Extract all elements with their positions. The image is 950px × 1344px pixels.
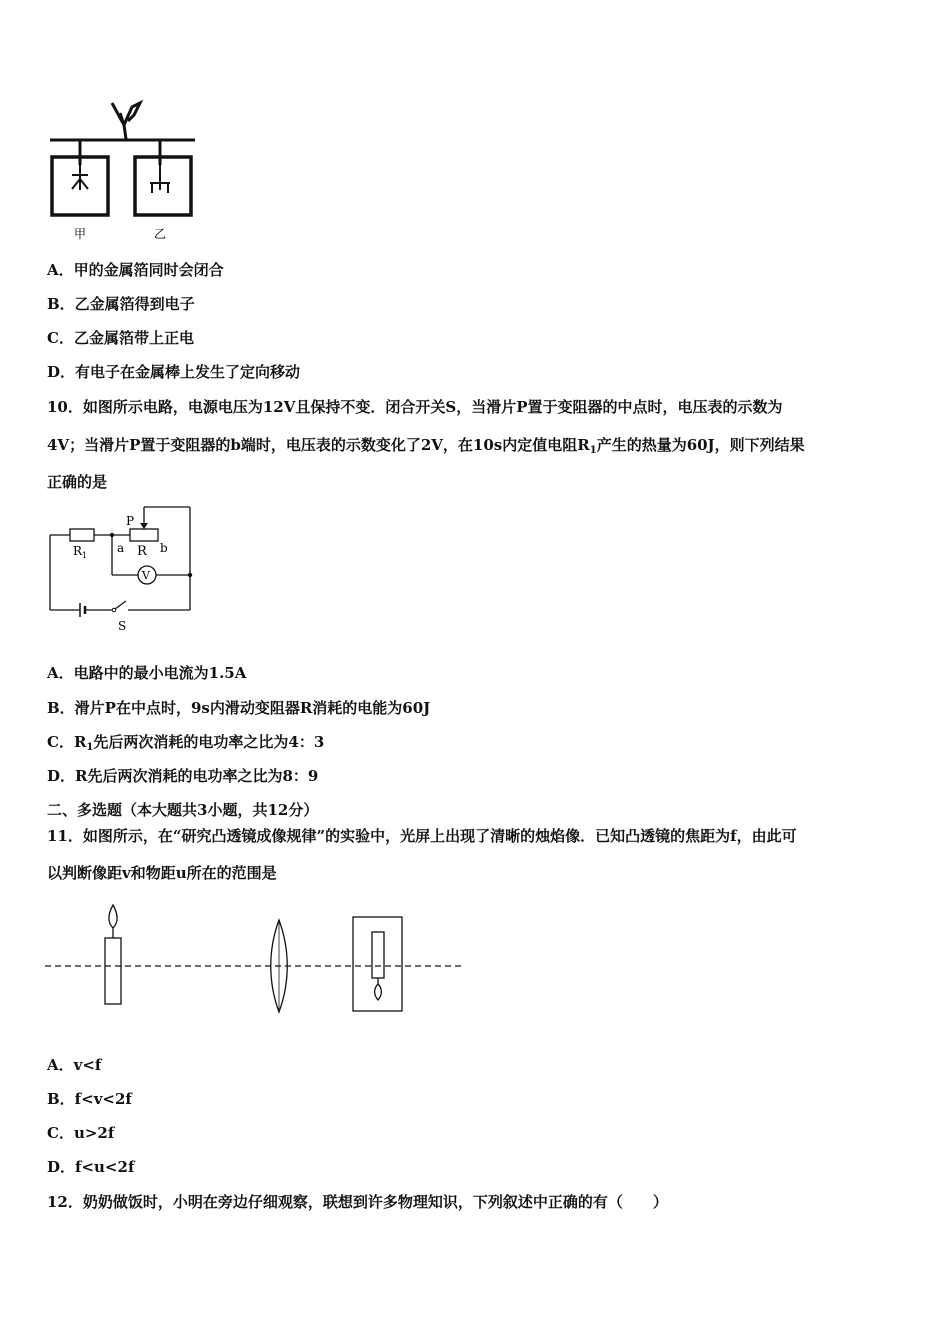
q10-stem-line3: 正确的是 (47, 473, 108, 491)
label-s: S (118, 619, 127, 633)
inverted-flame-icon (375, 984, 382, 1000)
section-heading: 二、多选题（本大题共3小题，共12分） (47, 801, 319, 819)
rheostat-r (130, 529, 158, 541)
candle (105, 938, 121, 1004)
candle-flame-icon (109, 905, 117, 928)
label-a: a (117, 541, 125, 555)
q10-option-c-b: 先后两次消耗的电功率之比为4：3 (93, 733, 325, 751)
q9-option-b: B．乙金属箔得到电子 (47, 295, 195, 313)
q10-stem-line2-b: 产生的热量为60J，则下列结果 (596, 436, 805, 454)
label-yi: 乙 (154, 227, 167, 241)
switch-icon (115, 601, 126, 609)
label-b: b (160, 541, 168, 555)
q11-option-a: A．v<f (47, 1056, 102, 1074)
handle-icon (112, 103, 140, 139)
label-v: V (142, 569, 150, 582)
label-jia: 甲 (74, 227, 87, 241)
q10-option-d: D．R先后两次消耗的电功率之比为8：9 (47, 767, 319, 785)
q10-stem-line2 (47, 435, 805, 458)
label-r1-sub: 1 (82, 551, 88, 560)
q10-option-c (47, 732, 324, 755)
label-p: P (126, 514, 135, 528)
q11-option-d: D．f<u<2f (47, 1158, 135, 1176)
q9-option-a: A．甲的金属箔同时会闭合 (47, 261, 224, 279)
q11-stem-line2: 以判断像距v和物距u所在的范围是 (47, 864, 277, 882)
q11-stem-line1: 11．如图所示，在“研究凸透镜成像规律”的实验中，光屏上出现了清晰的烛焰像．已知凸透镜的焦距为f，由此可 (47, 827, 797, 845)
electroscope-figure (40, 95, 210, 245)
q11-option-c: C．u>2f (47, 1124, 115, 1142)
q12-stem: 12．奶奶做饭时，小明在旁边仔细观察，联想到许多物理知识，下列叙述中正确的有（ ） (47, 1193, 668, 1211)
q10-option-c-a: C．R (47, 733, 87, 751)
q9-option-d: D．有电子在金属棒上发生了定向移动 (47, 363, 301, 381)
light-screen (353, 917, 402, 1011)
label-r: R (137, 544, 147, 559)
optics-figure (40, 900, 470, 1020)
q10-option-a: A．电路中的最小电流为1.5A (47, 664, 247, 682)
resistor-r1 (70, 529, 94, 541)
q11-option-b: B．f<v<2f (47, 1090, 132, 1108)
q10-option-c-sub: 1 (86, 742, 94, 753)
slider-arrow-icon (140, 523, 148, 529)
q9-option-c: C．乙金属箔带上正电 (47, 329, 194, 347)
electroscope-right (135, 157, 191, 215)
q10-stem-line2-sub: 1 (589, 445, 597, 456)
q10-option-b: B．滑片P在中点时，9s内滑动变阻器R消耗的电能为60J (47, 699, 431, 717)
q10-stem-line1: 10．如图所示电路，电源电压为12V且保持不变．闭合开关S，当滑片P置于变阻器的中点时，电压表的示数为 (47, 398, 783, 416)
candle-image (372, 932, 384, 978)
label-r1: R (73, 544, 83, 558)
circuit-diagram (40, 505, 205, 635)
q10-stem-line2-a: 4V；当滑片P置于变阻器的b端时，电压表的示数变化了2V，在10s内定值电阻R (47, 436, 590, 454)
